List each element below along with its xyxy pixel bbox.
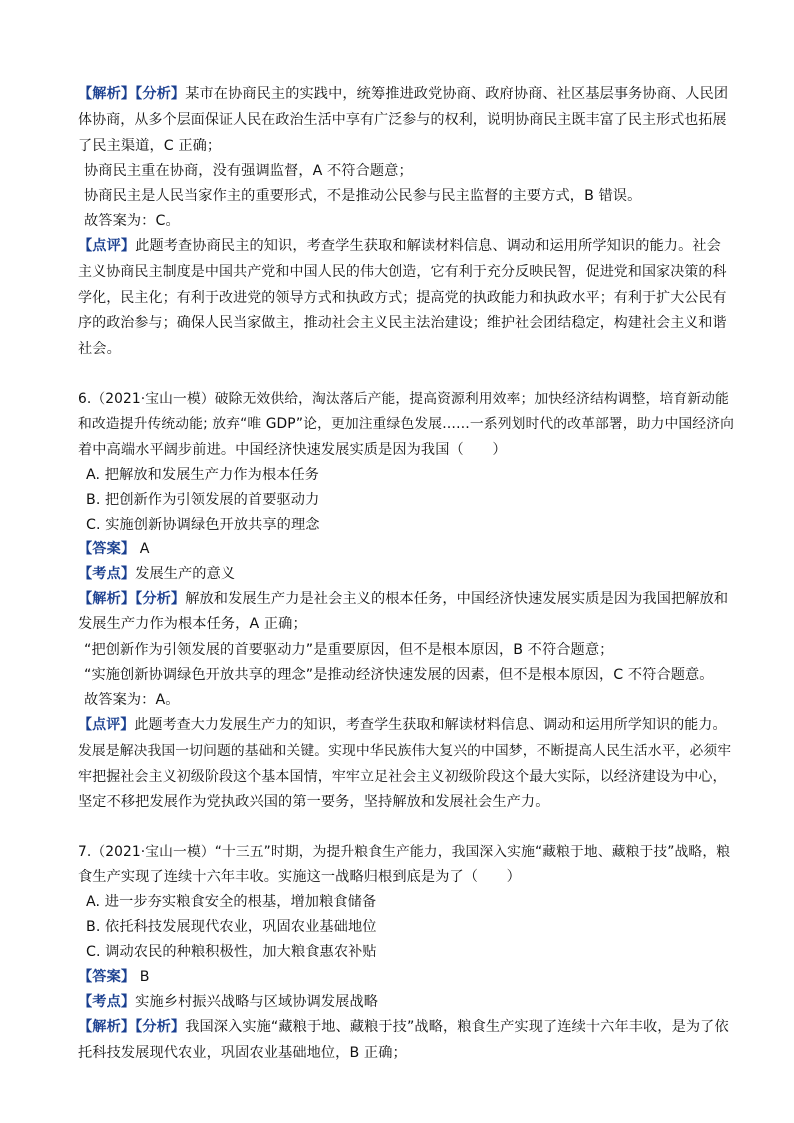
text-line: 学化，民主化；有利于改进党的领导方式和执政方式；提高党的执政能力和执政水平；有利于扩大公民有 (78, 290, 727, 306)
option-a: A. 进一步夯实粮食安全的根基，增加粮食储备 (86, 894, 377, 910)
answer-line: 【答案】 A (78, 541, 150, 557)
answer-line: 【答案】 B (78, 969, 150, 985)
text-line: 故答案为：C。 (84, 213, 180, 229)
section-tag: 【答案】 (78, 969, 136, 985)
text-line: 【解析】【分析】某市在协商民主的实践中，统筹推进政党协商、政府协商、社区基层事务协商、人民团 (78, 86, 729, 102)
section-tag: 【考点】 (78, 566, 136, 582)
text-line: 坚定不移把发展作为党执政兴国的第一要务，坚持解放和发展社会生产力。 (78, 794, 550, 810)
section-tag: 【解析】【分析】 (78, 86, 186, 102)
text-line: 【点评】此题考查大力发展生产力的知识，考查学生获取和解读材料信息、调动和运用所学知识的能力。 (78, 717, 727, 733)
section-tag: 【点评】 (78, 717, 135, 733)
section-tag: 【点评】 (78, 238, 136, 254)
text-line: 着中高端水平阔步前进。中国经济快速发展实质是因为我国（ ） (78, 442, 507, 458)
text-line: 序的政治参与；确保人民当家做主，推动社会主义民主法治建设；维护社会团结稳定，构建社会主义和谐 (78, 315, 727, 331)
text-line: 【解析】【分析】我国深入实施“藏粮于地、藏粮于技”战略，粮食生产实现了连续十六年丰收，是为了依 (78, 1019, 729, 1035)
text-line: 发展生产力作为根本任务，A 正确； (78, 616, 307, 632)
text-line: 【解析】【分析】解放和发展生产力是社会主义的根本任务，中国经济快速发展实质是因为我国把解放和 (78, 591, 729, 607)
text-line: 牢把握社会主义初级阶段这个基本国情，牢牢立足社会主义初级阶段这个最大实际，以经济建设为中心， (78, 769, 727, 785)
section-tag: 【考点】 (78, 994, 136, 1010)
text-line: 了民主渠道，C 正确； (78, 138, 222, 154)
text-line: 协商民主是人民当家作主的重要形式，不是推动公民参与民主监督的主要方式，B 错误。 (84, 188, 642, 204)
section-tag: 【解析】【分析】 (78, 1019, 186, 1035)
option-b: B. 依托科技发展现代农业，巩固农业基础地位 (86, 919, 377, 935)
section-tag: 【解析】【分析】 (78, 591, 186, 607)
text-line: 故答案为：A。 (84, 692, 180, 708)
topic-line: 【考点】发展生产的意义 (78, 566, 236, 582)
question-7-stem: 7.（2021·宝山一模）“十三五”时期，为提升粮食生产能力，我国深入实施“藏粮于地、藏粮于技”战略，粮 (78, 844, 731, 860)
text-line: 托科技发展现代农业，巩固农业基础地位，B 正确； (78, 1045, 407, 1061)
option-a: A. 把解放和发展生产力作为根本任务 (86, 467, 320, 483)
text-line: “把创新作为引领发展的首要驱动力”是重要原因，但不是根本原因，B 不符合题意； (84, 642, 614, 658)
option-b: B. 把创新作为引领发展的首要驱动力 (86, 492, 320, 508)
text-line: 食生产实现了连续十六年丰收。实施这一战略归根到底是为了（ ） (78, 869, 521, 885)
option-c: C. 调动农民的种粮积极性，加大粮食惠农补贴 (86, 944, 377, 960)
question-6-stem: 6.（2021·宝山一模）破除无效供给，淘汰落后产能，提高资源利用效率；加快经济结构调整，培育新动能 (78, 391, 729, 407)
text-line: 体协商，从多个层面保证人民在政治生活中享有广泛参与的权利，说明协商民主既丰富了民主形式也拓展 (78, 112, 727, 128)
text-line: 社会。 (78, 341, 121, 357)
text-line: 发展是解决我国一切问题的基础和关键。实现中华民族伟大复兴的中国梦，不断提高人民生活水平，必须牢 (78, 743, 732, 759)
text-line: “实施创新协调绿色开放共享的理念”是推动经济快速发展的因素，但不是根本原因，C 不符合题意。 (84, 667, 714, 683)
text-line: 主义协商民主制度是中国共产党和中国人民的伟大创造，它有利于充分反映民智，促进党和国家决策的科 (78, 264, 727, 280)
text-line: 和改造提升传统动能; 放弃“唯 GDP”论，更加注重绿色发展……一系列划时代的改革部署，助力中国经济向 (78, 416, 734, 432)
text-line: 【点评】此题考查协商民主的知识，考查学生获取和解读材料信息、调动和运用所学知识的能力。社会 (78, 238, 721, 254)
text-line: 协商民主重在协商，没有强调监督，A 不符合题意； (84, 163, 413, 179)
topic-line: 【考点】实施乡村振兴战略与区域协调发展战略 (78, 994, 379, 1010)
option-c: C. 实施创新协调绿色开放共享的理念 (86, 517, 320, 533)
section-tag: 【答案】 (78, 541, 136, 557)
